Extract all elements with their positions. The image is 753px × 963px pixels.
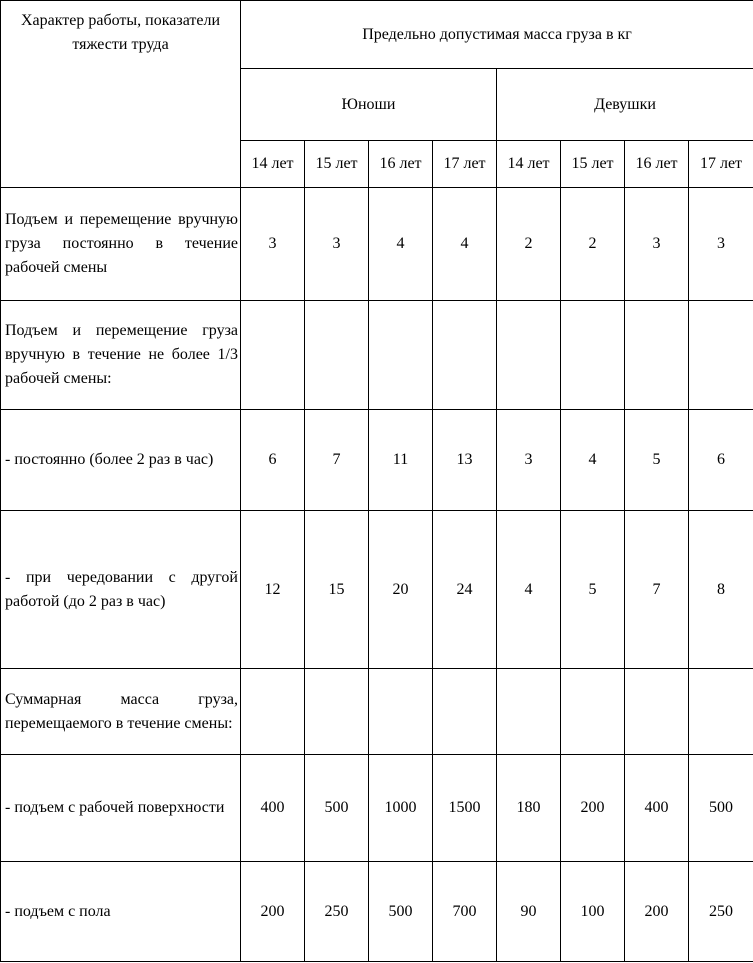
table-cell: 24 (433, 511, 497, 669)
table-cell (561, 669, 625, 755)
table-cell: 5 (625, 410, 689, 511)
table-cell: 200 (561, 755, 625, 862)
table-cell: 4 (561, 410, 625, 511)
table-cell (369, 669, 433, 755)
age-header: 17 лет (689, 141, 753, 188)
table-cell (433, 301, 497, 410)
row-label: Подъем и перемещение вручную груза постоянно в течение рабочей смены (1, 188, 241, 301)
table-cell: 400 (241, 755, 305, 862)
table-cell: 200 (625, 862, 689, 962)
table-cell: 400 (625, 755, 689, 862)
table-row (1, 669, 753, 755)
row-label: Подъем и перемещение груза вручную в течение не более 1/3 рабочей смены: (1, 301, 241, 410)
table-cell: 7 (625, 511, 689, 669)
table-cell (305, 301, 369, 410)
table-cell (497, 301, 561, 410)
table-cell: 20 (369, 511, 433, 669)
table-cell: 3 (689, 188, 753, 301)
table-cell: 3 (241, 188, 305, 301)
table-cell: 500 (369, 862, 433, 962)
table-cell: 12 (241, 511, 305, 669)
age-header: 14 лет (497, 141, 561, 188)
table-cell (625, 669, 689, 755)
table-row (1, 188, 753, 301)
table-row (1, 301, 753, 410)
group-girls-header: Девушки (497, 69, 753, 141)
table-cell (241, 301, 305, 410)
table-cell (689, 301, 753, 410)
table-cell: 1500 (433, 755, 497, 862)
table-row (1, 755, 753, 862)
table-cell: 2 (497, 188, 561, 301)
table-row (1, 511, 753, 669)
row-label: - постоянно (более 2 раз в час) (1, 410, 241, 511)
table-cell: 6 (689, 410, 753, 511)
age-header: 15 лет (561, 141, 625, 188)
table-cell: 5 (561, 511, 625, 669)
table-cell (625, 301, 689, 410)
table-cell: 7 (305, 410, 369, 511)
table-cell: 700 (433, 862, 497, 962)
table-cell: 4 (369, 188, 433, 301)
table-cell: 11 (369, 410, 433, 511)
table-cell: 200 (241, 862, 305, 962)
age-header: 14 лет (241, 141, 305, 188)
table-cell: 4 (497, 511, 561, 669)
row-label: - подъем с рабочей поверхности (1, 755, 241, 862)
col1-header: Характер работы, показатели тяжести труда (1, 1, 241, 188)
table-cell: 250 (305, 862, 369, 962)
table-cell: 250 (689, 862, 753, 962)
table-cell: 1000 (369, 755, 433, 862)
age-header: 16 лет (369, 141, 433, 188)
table-cell (305, 669, 369, 755)
table-cell (497, 669, 561, 755)
table-cell: 13 (433, 410, 497, 511)
group-boys-header: Юноши (241, 69, 497, 141)
table-cell (689, 669, 753, 755)
table-cell (433, 669, 497, 755)
table-cell: 500 (689, 755, 753, 862)
table-cell: 2 (561, 188, 625, 301)
table-cell: 8 (689, 511, 753, 669)
age-header: 16 лет (625, 141, 689, 188)
row-label: - при чередовании с другой работой (до 2 раз в час) (1, 511, 241, 669)
age-header: 15 лет (305, 141, 369, 188)
table-cell: 90 (497, 862, 561, 962)
table-row (1, 862, 753, 962)
table-row (1, 410, 753, 511)
table-cell: 4 (433, 188, 497, 301)
table-cell: 180 (497, 755, 561, 862)
row-label: - подъем с пола (1, 862, 241, 962)
table-cell: 15 (305, 511, 369, 669)
header-row-title (1, 1, 753, 69)
table-cell: 6 (241, 410, 305, 511)
table-cell: 100 (561, 862, 625, 962)
table-cell: 3 (497, 410, 561, 511)
main-header: Предельно допустимая масса груза в кг (241, 1, 753, 69)
table-cell (241, 669, 305, 755)
table-cell: 500 (305, 755, 369, 862)
table-cell: 3 (305, 188, 369, 301)
table-cell (561, 301, 625, 410)
table-cell: 3 (625, 188, 689, 301)
age-header: 17 лет (433, 141, 497, 188)
row-label: Суммарная масса груза, перемещаемого в течение смены: (1, 669, 241, 755)
table-cell (369, 301, 433, 410)
